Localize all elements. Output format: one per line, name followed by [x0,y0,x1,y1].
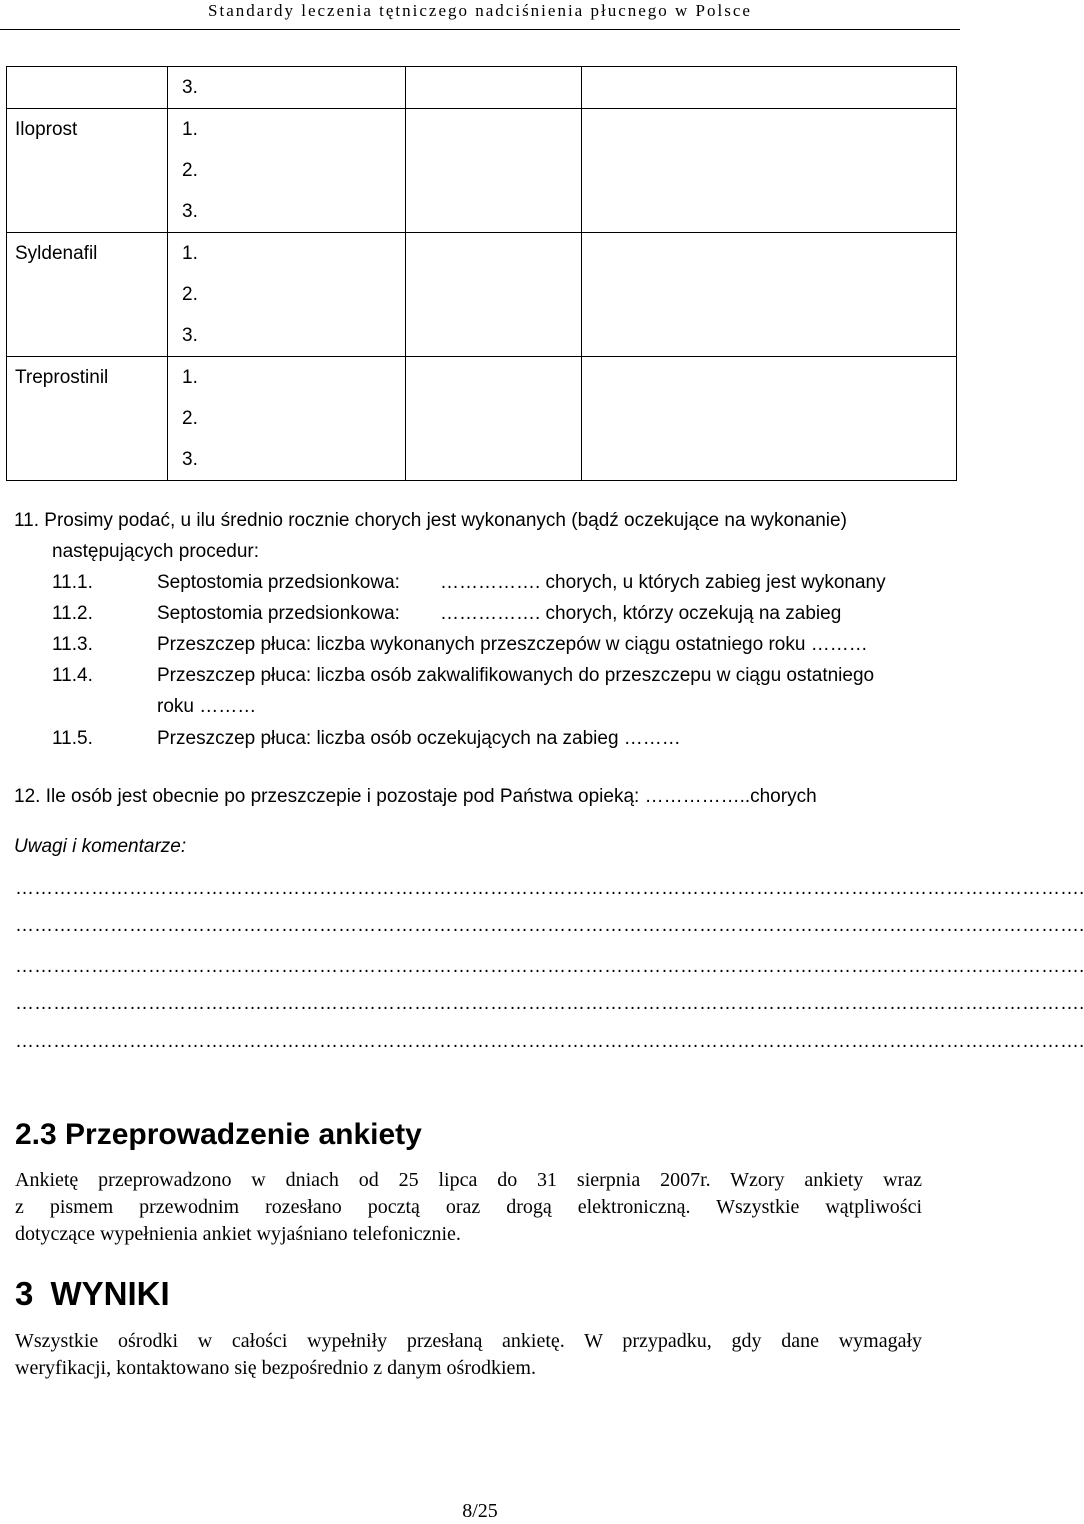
table-row [7,357,957,481]
q11-item-cont: roku ……… [157,696,257,717]
q11-item-num: 11.4. [52,665,93,686]
q11-item-text: Przeszczep płuca: liczba osób zakwalifikowanych do przeszczepu w ciągu ostatniego [157,665,875,686]
q12-text: 12. Ile osób jest obecnie po przeszczepie i pozostaje pod Państwa opieką: ……………..chorych [14,786,817,807]
comment-line: ……………………………………………………………………………………………………………………………………………………. [15,915,1084,936]
header-rule [0,29,960,30]
drug-name: Treprostinil [15,367,109,388]
drug-name: Syldenafil [15,243,98,264]
comment-line: ……………………………………………………………………………………………………………………………………………………. [15,1031,1084,1052]
row-number: 2. [182,408,198,429]
paragraph-line: weryfikacji, kontaktowano się bezpośrednio z danym ośrodkiem. [15,1357,536,1379]
section-3-paragraph [15,1328,922,1382]
q11-line1: 11. Prosimy podać, u ilu średnio rocznie chorych jest wykonanych (bądź oczekujące na wykonanie) [14,510,847,531]
section-2-3-heading: 2.3 Przeprowadzenie ankiety [15,1118,422,1151]
table-row [7,233,957,357]
page-number: 8/25 [462,1500,498,1522]
paragraph-line: Wszystkie ośrodki w całości wypełniły przesłaną ankietę. W przypadku, gdy dane wymagały [15,1330,922,1352]
q11-item-num: 11.2. [52,603,93,624]
running-header [0,0,960,30]
row-number: 3. [182,201,198,222]
comment-line: ……………………………………………………………………………………………………………………………………………………. [15,878,1084,899]
row-number: 2. [182,284,198,305]
q11-item-num: 11.1. [52,572,93,593]
paragraph-line: Ankietę przeprowadzono w dniach od 25 lipca do 31 sierpnia 2007r. Wzory ankiety wraz [15,1169,922,1191]
comment-line: ……………………………………………………………………………………………………………………………………………………. [15,956,1084,977]
section-2-3-paragraph [15,1167,922,1248]
table-row [7,67,957,109]
paragraph-line: z pismem przewodnim rozesłano pocztą oraz drogą elektroniczną. Wszystkie wątpliwości [15,1196,922,1218]
drug-name: Iloprost [15,119,78,140]
row-number: 1. [182,243,198,264]
q11-item-text: Przeszczep płuca: liczba wykonanych przeszczepów w ciągu ostatniego roku ……… [157,634,868,655]
comment-line: ……………………………………………………………………………………………………………………………………………………. [15,993,1084,1014]
row-number: 1. [182,119,198,140]
section-3-heading: 3 WYNIKI [15,1275,170,1312]
table-row [7,109,957,233]
comments-label: Uwagi i komentarze: [14,836,187,857]
q11-item-text: Septostomia przedsionkowa: [157,603,400,624]
q11-item-num: 11.3. [52,634,93,655]
q11-item-tail: ……………. chorych, u których zabieg jest wykonany [440,572,886,593]
row-number: 1. [182,367,198,388]
row-number: 2. [182,160,198,181]
q11-item-text: Septostomia przedsionkowa: [157,572,400,593]
drug-table [6,66,957,481]
q11-item-text: Przeszczep płuca: liczba osób oczekujących na zabieg ……… [157,728,681,749]
q11-item-tail: ……………. chorych, którzy oczekują na zabieg [440,603,842,624]
q11-line2: następujących procedur: [52,541,260,562]
paragraph-line: dotyczące wypełnienia ankiet wyjaśniano telefonicznie. [15,1223,461,1245]
running-title: Standardy leczenia tętniczego nadciśnienia płucnego w Polsce [208,1,752,20]
q11-item-num: 11.5. [52,728,93,749]
row-number: 3. [182,77,198,98]
row-number: 3. [182,449,198,470]
row-number: 3. [182,325,198,346]
